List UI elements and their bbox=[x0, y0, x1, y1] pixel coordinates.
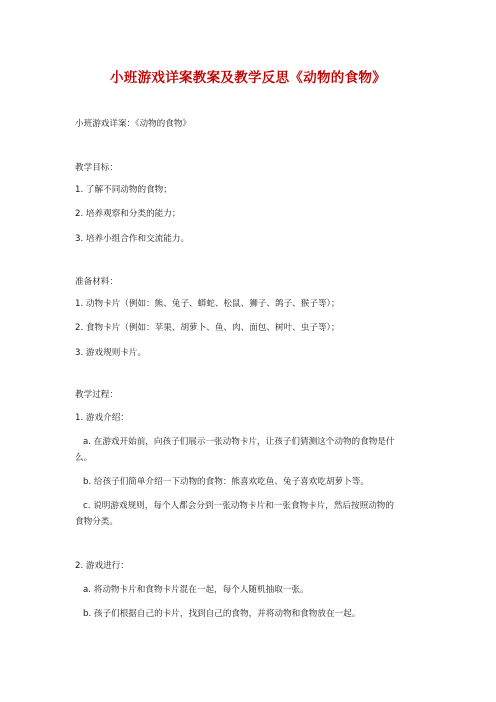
step-item: b. 孩子们根据自己的卡片，找到自己的食物，并将动物和食物放在一起。 bbox=[83, 609, 361, 619]
material-item: 3. 游戏规则卡片。 bbox=[75, 348, 147, 358]
material-item: 1. 动物卡片（例如：熊、兔子、蟒蛇、松鼠、狮子、鸽子、猴子等）； bbox=[75, 299, 340, 309]
step-item-line: c. 说明游戏规则，每个人都会分到一张动物卡片和一张食物卡片，然后按照动物的 bbox=[83, 501, 394, 511]
process-heading: 教学过程： bbox=[75, 390, 118, 400]
document-title: 小班游戏详案教案及教学反思《动物的食物》 bbox=[110, 70, 386, 86]
step-title: 2. 游戏进行： bbox=[75, 561, 129, 571]
objective-item: 2. 培养观察和分类的能力； bbox=[75, 209, 181, 219]
step-item-line: 么。 bbox=[75, 453, 93, 463]
lesson-subtitle: 小班游戏详案：《动物的食物》 bbox=[75, 119, 192, 129]
step-item-line: a. 在游戏开始前，向孩子们展示一张动物卡片，让孩子们猜测这个动物的食物是什 bbox=[83, 437, 395, 447]
material-item: 2. 食物卡片（例如：苹果、胡萝卜、鱼、肉、面包、树叶、虫子等）； bbox=[75, 323, 340, 333]
objective-item: 3. 培养小组合作和交流能力。 bbox=[75, 234, 190, 244]
step-title: 1. 游戏介绍： bbox=[75, 413, 129, 423]
materials-heading: 准备材料： bbox=[75, 277, 118, 287]
step-item-line: 食物分类。 bbox=[75, 517, 118, 527]
objectives-heading: 教学目标： bbox=[75, 163, 118, 173]
step-item: b. 给孩子们简单介绍一下动物的食物：熊喜欢吃鱼、兔子喜欢吃胡萝卜等。 bbox=[83, 477, 369, 487]
step-item: a. 将动物卡片和食物卡片混在一起，每个人随机抽取一张。 bbox=[83, 585, 309, 595]
objective-item: 1. 了解不同动物的食物； bbox=[75, 185, 172, 195]
